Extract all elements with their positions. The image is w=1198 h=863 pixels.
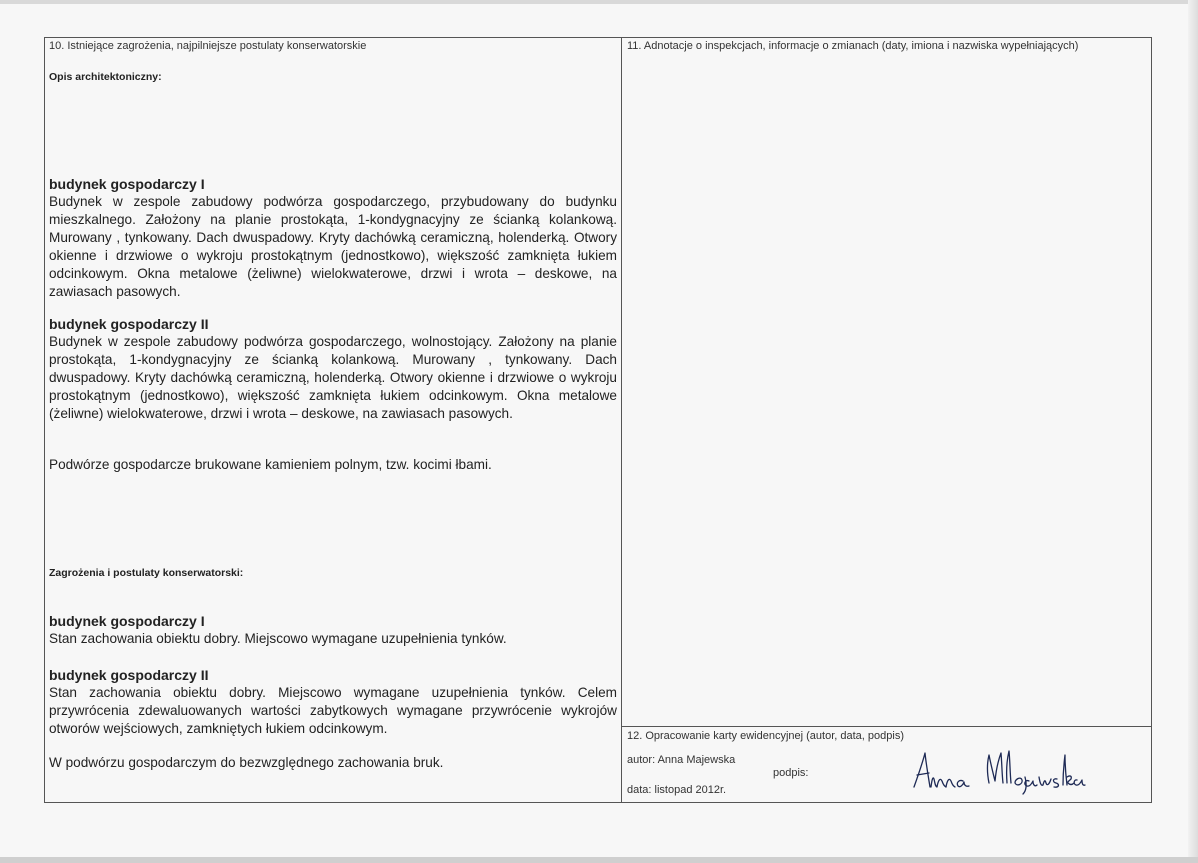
section-12-header: 12. Opracowanie karty ewidencyjnej (autor, data, podpis): [627, 730, 904, 742]
zagrozenia-label: Zagrożenia i postulaty konserwatorski:: [49, 567, 244, 579]
building-1-title: budynek gospodarczy I: [49, 176, 205, 192]
building-2-text: Budynek w zespole zabudowy podwórza gospodarczego, wolnostojący. Założony na planie prostokąta, 1-kondygnacyjny ze ścianką kolankową. Murowany , tynkowany. Dach dwuspadowy. Kryty dachówką ceramiczną, holenderką. Otwory okienne i drzwiowe o wykroju prostokątnym (jednostkowo), większość zamknięta łukiem odcinkowym. Okna metalowe (żeliwne) wielokwaterowe, drzwi i wrota – deskowe, na zawiasach pasowych.: [49, 334, 617, 421]
section-10-header: 10. Istniejące zagrożenia, najpilniejsze postulaty konserwatorskie: [49, 40, 367, 52]
right-column: [622, 38, 1151, 802]
section-12: [622, 727, 1151, 802]
courtyard-threat: W podwórzu gospodarczym do bezwzględnego zachowania bruk.: [49, 755, 444, 770]
section-11-header: 11. Adnotacje o inspekcjach, informacje o zmianach (daty, imiona i nazwiska wypełniających): [627, 40, 1079, 52]
building-2-description: [49, 315, 617, 423]
building-1-threats: [49, 612, 617, 648]
opis-label: Opis architektoniczny:: [49, 71, 162, 83]
signature-label: podpis:: [773, 767, 809, 779]
section-10: [45, 38, 622, 802]
author-line: autor: Anna Majewska: [627, 754, 736, 766]
building-2-threats-text: Stan zachowania obiektu dobry. Miejscowo wymagane uzupełnienia tynków. Celem przywrócenia zdewaluowanych wartości zabytkowych wymagane przywrócenie wykrojów otworów wejściowych, zamkniętych łukiem odcinkowym.: [49, 685, 617, 736]
building-1-threats-text: Stan zachowania obiektu dobry. Miejscowo wymagane uzupełnienia tynków.: [49, 631, 507, 646]
building-1-text: Budynek w zespole zabudowy podwórza gospodarczego, przybudowany do budynku mieszkalnego. Założony na planie prostokąta, 1-kondygnacyjny ze ścianką kolankową. Murowany , tynkowany. Dach dwuspadowy. Kryty dachówką ceramiczną, holenderką. Otwory okienne i drzwiowe o wykroju prostokątnym (jednostkowo), większość zamknięta łukiem odcinkowym. Okna metalowe (żeliwne) wielokwaterowe, drzwi i wrota – deskowe, na zawiasach pasowych.: [49, 194, 617, 299]
building-1-threats-title: budynek gospodarczy I: [49, 613, 205, 629]
scan-edge-bottom: [0, 857, 1198, 863]
handwritten-signature: [911, 743, 1086, 795]
courtyard-description: Podwórze gospodarcze brukowane kamieniem polnym, tzw. kocimi łbami.: [49, 457, 492, 472]
building-2-title: budynek gospodarczy II: [49, 316, 209, 332]
scan-edge-top: [0, 0, 1198, 4]
record-card-form: [44, 37, 1152, 803]
scan-edge-right: [1188, 0, 1198, 863]
date-line: data: listopad 2012r.: [627, 784, 727, 796]
building-2-threats-title: budynek gospodarczy II: [49, 667, 209, 683]
section-11: [622, 38, 1151, 727]
building-1-description: [49, 175, 617, 301]
building-2-threats: [49, 666, 617, 738]
